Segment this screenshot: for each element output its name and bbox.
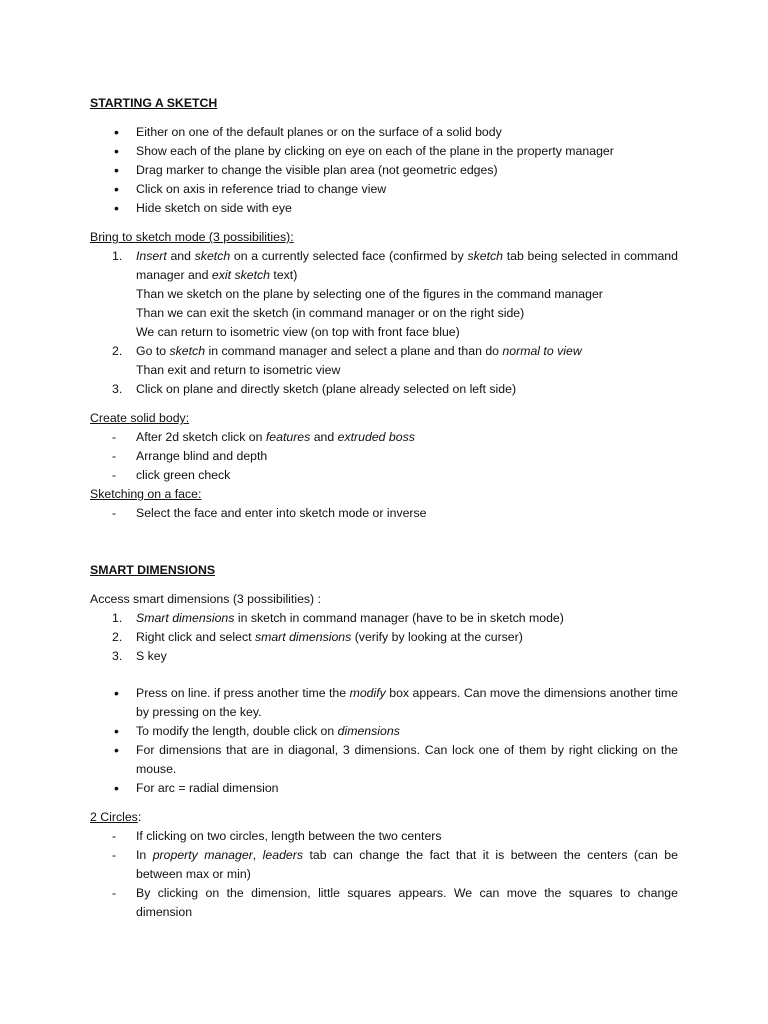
list-item: - Select the face and enter into sketch mode or inverse <box>112 506 427 520</box>
list-item-text: In property manager, leaders tab can change the fact that it is between the centers (can be between max or min) <box>136 848 678 881</box>
list-item-text: S key <box>136 649 167 663</box>
list-item: • Click on axis in reference triad to change view <box>90 180 678 199</box>
document-page <box>90 94 678 922</box>
subheading-bring-to-sketch-mode: Bring to sketch mode (3 possibilities): <box>90 230 294 244</box>
list-item-text: After 2d sketch click on features and extruded boss <box>136 430 415 444</box>
list-item: - By clicking on the dimension, little squares appears. We can move the squares to change dimension <box>112 886 678 919</box>
section-heading-starting-a-sketch: STARTING A SKETCH <box>90 96 218 110</box>
dash-list-solid-body <box>90 428 678 485</box>
section-heading-smart-dimensions: SMART DIMENSIONS <box>90 563 216 577</box>
list-item: • To modify the length, double click on dimensions <box>90 722 678 741</box>
list-item: • Hide sketch on side with eye <box>90 199 678 218</box>
list-item: 2. Right click and select smart dimensions (verify by looking at the curser) <box>112 630 523 644</box>
list-item: • Show each of the plane by clicking on eye on each of the plane in the property manager <box>90 142 678 161</box>
list-item-text: Arrange blind and depth <box>136 449 268 463</box>
subheading-sketching-on-a-face: Sketching on a face: <box>90 487 202 501</box>
list-item: 1. Smart dimensions in sketch in command manager (have to be in sketch mode) <box>112 611 564 625</box>
list-item: • Either on one of the default planes or on the surface of a solid body <box>90 123 678 142</box>
list-item-text: Select the face and enter into sketch mode or inverse <box>136 506 427 520</box>
list-item: • For arc = radial dimension <box>90 779 678 798</box>
list-item: - click green check <box>112 468 231 482</box>
bullet-list-starting <box>90 123 678 218</box>
list-item: • Press on line. if press another time the modify box appears. Can move the dimensions another time by pressing on the key. <box>90 684 678 722</box>
subheading-2-circles: 2 Circles: <box>90 810 142 824</box>
list-item-text: click green check <box>136 468 231 482</box>
bullet-list-dimensions <box>90 684 678 798</box>
list-item-text: If clicking on two circles, length between the two centers <box>136 829 442 843</box>
continuation-line: Than exit and return to isometric view <box>136 363 341 377</box>
list-item: 2. Go to sketch in command manager and select a plane and than do normal to view Than exit and return to isometric view <box>90 342 678 380</box>
list-item-text: Go to sketch in command manager and select a plane and than do normal to view <box>136 344 582 358</box>
list-item: • Drag marker to change the visible plan area (not geometric edges) <box>90 161 678 180</box>
list-item-text: Smart dimensions in sketch in command manager (have to be in sketch mode) <box>136 611 564 625</box>
numbered-list-access <box>90 609 678 666</box>
dash-list-face <box>90 504 678 523</box>
list-item: 3. Click on plane and directly sketch (plane already selected on left side) <box>112 382 517 396</box>
list-item-text: Right click and select smart dimensions (verify by looking at the curser) <box>136 630 523 644</box>
list-item: 1. Insert and sketch on a currently selected face (confirmed by sketch tab being selected in command manager and exit sketch text) Than we sketch on the plane by selecting one of the figures in the command manager Than we can exit the sketch (in command manager or on the right side) We can return to isometric view (on top with front face blue) <box>90 247 678 342</box>
list-item: - Arrange blind and depth <box>112 449 268 463</box>
list-item: - If clicking on two circles, length between the two centers <box>112 829 442 843</box>
list-item-text: By clicking on the dimension, little squares appears. We can move the squares to change dimension <box>136 886 678 919</box>
list-item: 3. S key <box>112 649 167 663</box>
subheading-access-smart-dimensions: Access smart dimensions (3 possibilities) : <box>90 592 321 606</box>
subheading-create-solid-body: Create solid body: <box>90 411 190 425</box>
dash-list-circles <box>90 827 678 922</box>
continuation-line: We can return to isometric view (on top with front face blue) <box>136 325 460 339</box>
numbered-list-sketch-mode <box>90 247 678 399</box>
list-item: - After 2d sketch click on features and extruded boss <box>112 430 415 444</box>
list-item-text: Insert and sketch on a currently selected face (confirmed by sketch tab being selected in command manager and exit sketch text) <box>136 249 678 282</box>
list-item: - In property manager, leaders tab can change the fact that it is between the centers (can be between max or min) <box>112 848 678 881</box>
list-item: • For dimensions that are in diagonal, 3 dimensions. Can lock one of them by right clicking on the mouse. <box>90 741 678 779</box>
continuation-line: Than we sketch on the plane by selecting one of the figures in the command manager <box>136 287 603 301</box>
continuation-line: Than we can exit the sketch (in command manager or on the right side) <box>136 306 525 320</box>
list-item-text: Click on plane and directly sketch (plane already selected on left side) <box>136 382 517 396</box>
